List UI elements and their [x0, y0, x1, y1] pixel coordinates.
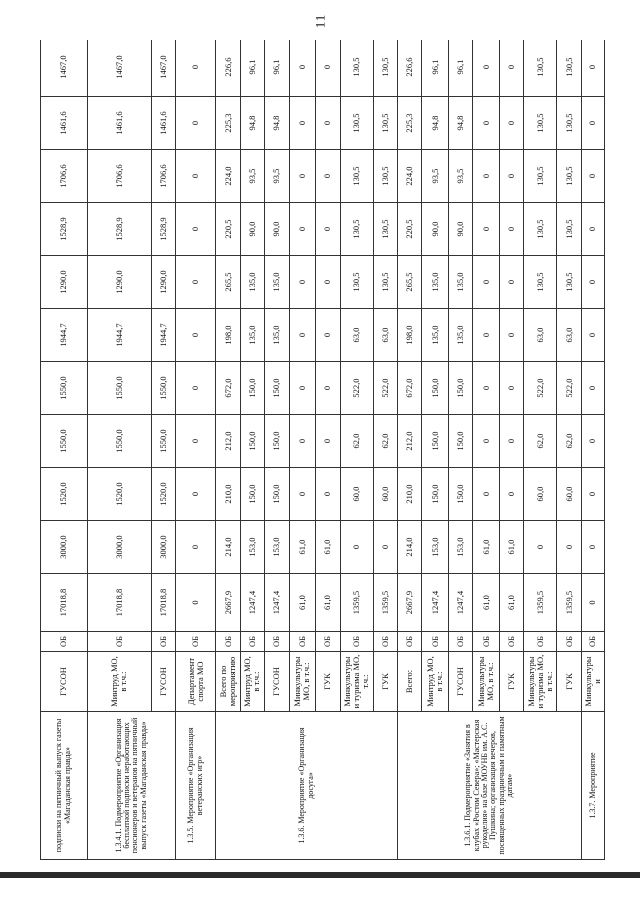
year-amount-cell: 1290,0 — [41, 256, 88, 309]
year-amount-cell: 0 — [500, 362, 524, 415]
funding-source-cell: ОБ — [448, 632, 472, 652]
year-amount-cell: 0 — [581, 521, 604, 574]
year-amount-cell: 224,0 — [216, 150, 240, 203]
table-row — [397, 40, 421, 860]
year-amount-cell: 0 — [316, 309, 340, 362]
year-amount-cell: 0 — [500, 203, 524, 256]
funding-source-cell: ОБ — [473, 632, 500, 652]
year-amount-cell: 0 — [176, 362, 216, 415]
year-amount-cell: 150,0 — [448, 468, 472, 521]
year-amount-cell: 1461,6 — [87, 97, 151, 150]
year-amount-cell: 0 — [176, 203, 216, 256]
year-amount-cell: 61,0 — [316, 521, 340, 574]
total-amount-cell: 61,0 — [473, 574, 500, 632]
table-row — [581, 40, 604, 860]
year-amount-cell: 130,5 — [373, 150, 397, 203]
year-amount-cell: 0 — [176, 309, 216, 362]
year-amount-cell: 0 — [473, 40, 500, 97]
year-amount-cell: 0 — [316, 97, 340, 150]
year-amount-cell: 1290,0 — [87, 256, 151, 309]
executor-cell: ГУСОН — [265, 652, 289, 712]
year-amount-cell: 60,0 — [524, 468, 557, 521]
year-amount-cell: 130,5 — [340, 256, 373, 309]
total-amount-cell: 1247,4 — [422, 574, 449, 632]
year-amount-cell: 130,5 — [557, 203, 581, 256]
year-amount-cell: 1520,0 — [87, 468, 151, 521]
year-amount-cell: 1528,9 — [151, 203, 175, 256]
funding-source-cell: ОБ — [316, 632, 340, 652]
rotated-table-container — [40, 40, 605, 860]
year-amount-cell: 1528,9 — [41, 203, 88, 256]
year-amount-cell: 130,5 — [557, 150, 581, 203]
table-row — [87, 40, 151, 860]
year-amount-cell: 90,0 — [422, 203, 449, 256]
year-amount-cell: 265,5 — [397, 256, 421, 309]
year-amount-cell: 3000,0 — [87, 521, 151, 574]
table-row — [176, 40, 216, 860]
year-amount-cell: 135,0 — [265, 256, 289, 309]
total-amount-cell: 1359,5 — [373, 574, 397, 632]
year-amount-cell: 672,0 — [397, 362, 421, 415]
year-amount-cell: 672,0 — [216, 362, 240, 415]
activity-name-cell: 1.3.6.1. Подмероприятие «Занятия в клубах «Ростом Севера»; «Мастерская рукоделия» на базе МОУНБ им. А.С. Пушкина; организация вечеров, посвященных праздничным и памятным датам» — [397, 712, 581, 860]
year-amount-cell: 0 — [581, 97, 604, 150]
year-amount-cell: 0 — [316, 468, 340, 521]
year-amount-cell: 1706,6 — [41, 150, 88, 203]
table-body — [41, 40, 605, 860]
funding-source-cell: ОБ — [41, 632, 88, 652]
funding-source-cell: ОБ — [581, 632, 604, 652]
year-amount-cell: 220,5 — [216, 203, 240, 256]
year-amount-cell: 130,5 — [340, 97, 373, 150]
page-number-text: 11 — [312, 13, 327, 29]
activity-name-cell: 1.3.5. Мероприятие «Организация ветеранских игр» — [176, 712, 216, 860]
year-amount-cell: 130,5 — [524, 40, 557, 97]
total-amount-cell: 1247,4 — [240, 574, 264, 632]
year-amount-cell: 0 — [500, 97, 524, 150]
funding-source-cell: ОБ — [151, 632, 175, 652]
funding-source-cell: ОБ — [500, 632, 524, 652]
year-amount-cell: 1944,7 — [41, 309, 88, 362]
activity-name-cell: 1.3.6. Мероприятие «Организация досуга» — [216, 712, 398, 860]
total-amount-cell: 17018,8 — [41, 574, 88, 632]
year-amount-cell: 226,6 — [397, 40, 421, 97]
total-amount-cell: 1359,5 — [340, 574, 373, 632]
year-amount-cell: 3000,0 — [151, 521, 175, 574]
year-amount-cell: 0 — [500, 415, 524, 468]
table-row — [216, 40, 240, 860]
year-amount-cell: 93,5 — [422, 150, 449, 203]
year-amount-cell: 135,0 — [448, 309, 472, 362]
year-amount-cell: 130,5 — [524, 97, 557, 150]
year-amount-cell: 96,1 — [448, 40, 472, 97]
year-amount-cell: 0 — [316, 203, 340, 256]
year-amount-cell: 0 — [473, 309, 500, 362]
year-amount-cell: 62,0 — [340, 415, 373, 468]
year-amount-cell: 153,0 — [265, 521, 289, 574]
year-amount-cell: 0 — [289, 150, 316, 203]
year-amount-cell: 150,0 — [265, 362, 289, 415]
year-amount-cell: 0 — [316, 256, 340, 309]
total-amount-cell: 1247,4 — [448, 574, 472, 632]
year-amount-cell: 130,5 — [557, 97, 581, 150]
year-amount-cell: 94,8 — [448, 97, 472, 150]
total-amount-cell: 2667,9 — [397, 574, 421, 632]
year-amount-cell: 0 — [289, 362, 316, 415]
page-number — [0, 6, 640, 36]
year-amount-cell: 0 — [473, 203, 500, 256]
year-amount-cell: 130,5 — [340, 40, 373, 97]
year-amount-cell: 135,0 — [422, 256, 449, 309]
funding-source-cell: ОБ — [557, 632, 581, 652]
year-amount-cell: 1528,9 — [87, 203, 151, 256]
funding-source-cell: ОБ — [422, 632, 449, 652]
year-amount-cell: 522,0 — [524, 362, 557, 415]
year-amount-cell: 0 — [473, 415, 500, 468]
year-amount-cell: 150,0 — [240, 362, 264, 415]
year-amount-cell: 522,0 — [373, 362, 397, 415]
year-amount-cell: 63,0 — [373, 309, 397, 362]
year-amount-cell: 130,5 — [340, 203, 373, 256]
year-amount-cell: 210,0 — [216, 468, 240, 521]
funding-source-cell: ОБ — [373, 632, 397, 652]
year-amount-cell: 135,0 — [422, 309, 449, 362]
activity-name-cell: 1.3.7. Мероприятие — [581, 712, 604, 860]
year-amount-cell: 0 — [176, 415, 216, 468]
year-amount-cell: 0 — [289, 40, 316, 97]
year-amount-cell: 150,0 — [448, 362, 472, 415]
year-amount-cell: 214,0 — [216, 521, 240, 574]
year-amount-cell: 153,0 — [448, 521, 472, 574]
total-amount-cell: 0 — [581, 574, 604, 632]
year-amount-cell: 1550,0 — [41, 415, 88, 468]
year-amount-cell: 130,5 — [373, 40, 397, 97]
page-bottom-rule — [0, 872, 640, 878]
year-amount-cell: 63,0 — [340, 309, 373, 362]
year-amount-cell: 1461,6 — [41, 97, 88, 150]
year-amount-cell: 96,1 — [422, 40, 449, 97]
year-amount-cell: 0 — [289, 256, 316, 309]
year-amount-cell: 62,0 — [373, 415, 397, 468]
year-amount-cell: 1550,0 — [151, 362, 175, 415]
year-amount-cell: 1944,7 — [151, 309, 175, 362]
total-amount-cell: 61,0 — [289, 574, 316, 632]
funding-source-cell: ОБ — [289, 632, 316, 652]
year-amount-cell: 135,0 — [240, 309, 264, 362]
year-amount-cell: 0 — [316, 415, 340, 468]
year-amount-cell: 63,0 — [524, 309, 557, 362]
year-amount-cell: 0 — [581, 40, 604, 97]
year-amount-cell: 0 — [581, 256, 604, 309]
funding-source-cell: ОБ — [397, 632, 421, 652]
total-amount-cell: 17018,8 — [87, 574, 151, 632]
year-amount-cell: 0 — [176, 468, 216, 521]
year-amount-cell: 0 — [524, 521, 557, 574]
year-amount-cell: 94,8 — [240, 97, 264, 150]
year-amount-cell: 0 — [316, 362, 340, 415]
year-amount-cell: 1550,0 — [87, 415, 151, 468]
year-amount-cell: 0 — [289, 468, 316, 521]
year-amount-cell: 150,0 — [422, 468, 449, 521]
executor-cell: Минкультуры и туризма МО, т.ч.: — [340, 652, 373, 712]
year-amount-cell: 0 — [500, 256, 524, 309]
total-amount-cell: 17018,8 — [151, 574, 175, 632]
year-amount-cell: 0 — [176, 97, 216, 150]
year-amount-cell: 1550,0 — [151, 415, 175, 468]
year-amount-cell: 62,0 — [524, 415, 557, 468]
year-amount-cell: 0 — [176, 40, 216, 97]
year-amount-cell: 0 — [176, 256, 216, 309]
year-amount-cell: 0 — [289, 309, 316, 362]
executor-cell: ГУК — [316, 652, 340, 712]
activity-name-cell: 1.3.4.1. Подмероприятие «Организация бесплатной подписки неработающих пенсионеров и ветеранов на пятничный выпуск газеты «Магаданская правда» — [87, 712, 176, 860]
year-amount-cell: 90,0 — [448, 203, 472, 256]
total-amount-cell: 61,0 — [316, 574, 340, 632]
executor-cell: Минкультуры и — [581, 652, 604, 712]
year-amount-cell: 135,0 — [448, 256, 472, 309]
year-amount-cell: 150,0 — [265, 468, 289, 521]
year-amount-cell: 130,5 — [557, 256, 581, 309]
year-amount-cell: 1520,0 — [41, 468, 88, 521]
year-amount-cell: 96,1 — [265, 40, 289, 97]
financing-table — [40, 40, 605, 860]
year-amount-cell: 135,0 — [240, 256, 264, 309]
total-amount-cell: 1247,4 — [265, 574, 289, 632]
year-amount-cell: 1467,0 — [151, 40, 175, 97]
total-amount-cell: 2667,9 — [216, 574, 240, 632]
year-amount-cell: 1550,0 — [87, 362, 151, 415]
year-amount-cell: 0 — [581, 468, 604, 521]
year-amount-cell: 150,0 — [422, 415, 449, 468]
year-amount-cell: 153,0 — [422, 521, 449, 574]
total-amount-cell: 1359,5 — [557, 574, 581, 632]
year-amount-cell: 0 — [557, 521, 581, 574]
year-amount-cell: 0 — [373, 521, 397, 574]
year-amount-cell: 90,0 — [265, 203, 289, 256]
year-amount-cell: 0 — [581, 415, 604, 468]
funding-source-cell: ОБ — [265, 632, 289, 652]
executor-cell: Минтруд МО, в т.ч.: — [240, 652, 264, 712]
year-amount-cell: 60,0 — [340, 468, 373, 521]
year-amount-cell: 0 — [473, 468, 500, 521]
year-amount-cell: 0 — [581, 362, 604, 415]
total-amount-cell: 61,0 — [500, 574, 524, 632]
year-amount-cell: 0 — [289, 97, 316, 150]
year-amount-cell: 198,0 — [216, 309, 240, 362]
year-amount-cell: 3000,0 — [41, 521, 88, 574]
year-amount-cell: 130,5 — [373, 256, 397, 309]
year-amount-cell: 94,8 — [422, 97, 449, 150]
year-amount-cell: 150,0 — [422, 362, 449, 415]
year-amount-cell: 1461,6 — [151, 97, 175, 150]
year-amount-cell: 212,0 — [397, 415, 421, 468]
year-amount-cell: 94,8 — [265, 97, 289, 150]
year-amount-cell: 130,5 — [557, 40, 581, 97]
year-amount-cell: 150,0 — [240, 468, 264, 521]
year-amount-cell: 60,0 — [557, 468, 581, 521]
year-amount-cell: 61,0 — [500, 521, 524, 574]
year-amount-cell: 226,6 — [216, 40, 240, 97]
year-amount-cell: 0 — [316, 150, 340, 203]
executor-cell: ГУСОН — [41, 652, 88, 712]
year-amount-cell: 0 — [500, 40, 524, 97]
total-amount-cell: 0 — [176, 574, 216, 632]
year-amount-cell: 1706,6 — [151, 150, 175, 203]
year-amount-cell: 0 — [500, 468, 524, 521]
total-amount-cell: 1359,5 — [524, 574, 557, 632]
year-amount-cell: 522,0 — [557, 362, 581, 415]
year-amount-cell: 150,0 — [448, 415, 472, 468]
year-amount-cell: 0 — [340, 521, 373, 574]
year-amount-cell: 150,0 — [240, 415, 264, 468]
executor-cell: Минкультуры МО, в т.ч.: — [473, 652, 500, 712]
year-amount-cell: 0 — [176, 150, 216, 203]
year-amount-cell: 130,5 — [524, 256, 557, 309]
year-amount-cell: 0 — [581, 150, 604, 203]
year-amount-cell: 0 — [500, 309, 524, 362]
year-amount-cell: 0 — [473, 97, 500, 150]
year-amount-cell: 224,0 — [397, 150, 421, 203]
year-amount-cell: 225,3 — [216, 97, 240, 150]
year-amount-cell: 0 — [316, 40, 340, 97]
year-amount-cell: 210,0 — [397, 468, 421, 521]
year-amount-cell: 1290,0 — [151, 256, 175, 309]
year-amount-cell: 90,0 — [240, 203, 264, 256]
year-amount-cell: 0 — [500, 150, 524, 203]
executor-cell: Минкультуры МО, в т.ч.: — [289, 652, 316, 712]
year-amount-cell: 130,5 — [524, 150, 557, 203]
executor-cell: ГУК — [557, 652, 581, 712]
executor-cell: ГУК — [500, 652, 524, 712]
funding-source-cell: ОБ — [216, 632, 240, 652]
year-amount-cell: 1550,0 — [41, 362, 88, 415]
year-amount-cell: 198,0 — [397, 309, 421, 362]
funding-source-cell: ОБ — [176, 632, 216, 652]
year-amount-cell: 225,3 — [397, 97, 421, 150]
year-amount-cell: 220,5 — [397, 203, 421, 256]
year-amount-cell: 62,0 — [557, 415, 581, 468]
year-amount-cell: 0 — [473, 256, 500, 309]
activity-name-cell: подписки на пятничный выпуск газеты «Магаданская правда» — [41, 712, 88, 860]
year-amount-cell: 61,0 — [289, 521, 316, 574]
year-amount-cell: 130,5 — [340, 150, 373, 203]
year-amount-cell: 1467,0 — [87, 40, 151, 97]
executor-cell: Департамент спорта МО — [176, 652, 216, 712]
year-amount-cell: 0 — [581, 309, 604, 362]
year-amount-cell: 61,0 — [473, 521, 500, 574]
year-amount-cell: 0 — [176, 521, 216, 574]
year-amount-cell: 130,5 — [524, 203, 557, 256]
funding-source-cell: ОБ — [87, 632, 151, 652]
year-amount-cell: 1467,0 — [41, 40, 88, 97]
year-amount-cell: 93,5 — [448, 150, 472, 203]
year-amount-cell: 0 — [581, 203, 604, 256]
year-amount-cell: 0 — [473, 150, 500, 203]
executor-cell: Минтруд МО, в т.ч.: — [422, 652, 449, 712]
year-amount-cell: 0 — [289, 415, 316, 468]
year-amount-cell: 212,0 — [216, 415, 240, 468]
year-amount-cell: 60,0 — [373, 468, 397, 521]
document-page — [40, 40, 605, 860]
year-amount-cell: 130,5 — [373, 97, 397, 150]
executor-cell: ГУСОН — [151, 652, 175, 712]
year-amount-cell: 1944,7 — [87, 309, 151, 362]
year-amount-cell: 150,0 — [265, 415, 289, 468]
table-row — [41, 40, 88, 860]
executor-cell: Минкультуры и туризма МО, в т.ч.: — [524, 652, 557, 712]
year-amount-cell: 130,5 — [373, 203, 397, 256]
year-amount-cell: 135,0 — [265, 309, 289, 362]
year-amount-cell: 153,0 — [240, 521, 264, 574]
funding-source-cell: ОБ — [524, 632, 557, 652]
year-amount-cell: 0 — [473, 362, 500, 415]
executor-cell: ГУСОН — [448, 652, 472, 712]
year-amount-cell: 93,5 — [265, 150, 289, 203]
year-amount-cell: 522,0 — [340, 362, 373, 415]
year-amount-cell: 1520,0 — [151, 468, 175, 521]
executor-cell: Всего: — [397, 652, 421, 712]
year-amount-cell: 0 — [289, 203, 316, 256]
funding-source-cell: ОБ — [340, 632, 373, 652]
year-amount-cell: 96,1 — [240, 40, 264, 97]
year-amount-cell: 1706,6 — [87, 150, 151, 203]
funding-source-cell: ОБ — [240, 632, 264, 652]
executor-cell: Всего по мероприятию — [216, 652, 240, 712]
executor-cell: ГУК — [373, 652, 397, 712]
year-amount-cell: 93,5 — [240, 150, 264, 203]
year-amount-cell: 265,5 — [216, 256, 240, 309]
year-amount-cell: 63,0 — [557, 309, 581, 362]
executor-cell: Минтруд МО, в т.ч.: — [87, 652, 151, 712]
year-amount-cell: 214,0 — [397, 521, 421, 574]
